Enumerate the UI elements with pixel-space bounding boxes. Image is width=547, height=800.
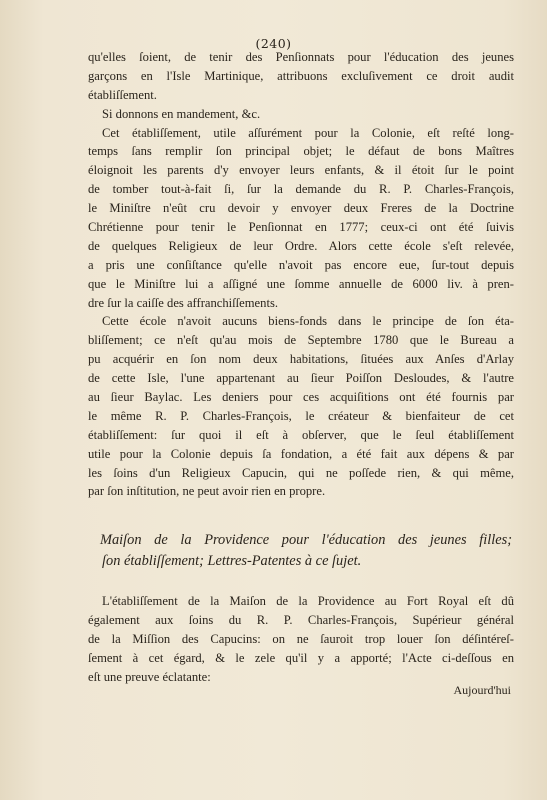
text-line: qu'elles ſoient, de tenir des Penſionnats pour l'éducation des jeunes bbox=[88, 50, 514, 64]
text-line: utile pour la Colonie depuis ſa fondation, a été fait aux dépens & par bbox=[88, 446, 514, 461]
text-line: que le Miniſtre lui a aſſigné une ſomme annuelle de 6000 liv. à pren- bbox=[88, 276, 514, 291]
text-line: les ſoins d'un Religieux Capucin, qui ne poſſede rien, & qui même, bbox=[88, 465, 514, 480]
text-line: établiſſement. bbox=[88, 87, 157, 102]
text-line: Chrétienne pour tenir le Penſionnat en 1777; ceux-ci ont été ſuivis bbox=[88, 220, 514, 235]
text-line: établiſſement: ſur quoi il eſt à obſerver, que le ſeul établiſſement bbox=[88, 427, 514, 442]
text-line: a pris une conſiſtance qu'elle n'avoit pas encore eue, ſur-tout depuis bbox=[88, 257, 514, 272]
text-line: L'établiſſement de la Maiſon de la Providence au Fort Royal eſt dû bbox=[102, 594, 514, 608]
text-line: pu acquérir en ſon nom deux habitations, ſituées aux Anſes d'Arlay bbox=[88, 352, 514, 367]
text-line: le Miniſtre n'eût cru devoir y envoyer deux Freres de la Doctrine bbox=[88, 201, 514, 216]
text-line: le même R. P. Charles-François, le créateur & bienfaiteur de cet bbox=[88, 408, 514, 423]
text-line: au ſieur Baylac. Les deniers pour ces acquiſitions ont été fournis par bbox=[88, 390, 514, 405]
text-line: de cette Isle, l'une appartenant au ſieur Poiſſon Desloudes, & l'autre bbox=[88, 371, 514, 386]
catchword: Aujourd'hui bbox=[453, 683, 511, 697]
page-number: (240) bbox=[255, 36, 292, 51]
text-line: de quelques Religieux de leur Ordre. Alors cette école s'eſt relevée, bbox=[88, 238, 514, 253]
section-heading bbox=[100, 530, 512, 572]
heading-line: ſon établiſſement; Lettres-Patentes à ce ſujet. bbox=[102, 553, 362, 569]
text-line: éloignoit les parents d'y envoyer leurs enfants, & il étoit ſur le point bbox=[88, 163, 514, 178]
text-line: également aux ſoins du R. P. Charles-François, Supérieur général bbox=[88, 612, 514, 627]
text-line: Si donnons en mandement, &c. bbox=[102, 106, 261, 121]
text-line: temps ſans remplir ſon principal objet; le défaut de bons Maîtres bbox=[88, 144, 514, 159]
text-line: garçons en l'Isle Martinique, attribuons excluſivement ce droit audit bbox=[88, 68, 514, 83]
text-line: bliſſement; ce n'eſt qu'au mois de Septembre 1780 que le Bureau a bbox=[88, 333, 514, 348]
text-line: par ſon inſtitution, ne peut avoir rien en propre. bbox=[88, 484, 326, 499]
body-text-bottom bbox=[88, 592, 514, 686]
text-line: de la Miſſion des Capucins: on ne ſauroit trop louer ſon déſintéreſ- bbox=[88, 631, 514, 646]
text-line: Cette école n'avoit aucuns biens-fonds dans le principe de ſon éta- bbox=[102, 314, 514, 329]
heading-line: Maiſon de la Providence pour l'éducation des jeunes filles; bbox=[100, 532, 512, 548]
text-line: eſt une preuve éclatante: bbox=[88, 669, 211, 684]
text-line: de tomber tout-à-fait ſi, ſur la demande du R. P. Charles-François, bbox=[88, 182, 514, 197]
body-text-top bbox=[88, 48, 514, 501]
text-line: ſement à cet égard, & le zele qu'il y a apporté; l'Acte ci-deſſous en bbox=[88, 650, 514, 665]
text-line: dre ſur la caiſſe des affranchiſſements. bbox=[88, 295, 278, 310]
text-line: Cet établiſſement, utile aſſurément pour la Colonie, eſt reſté long- bbox=[102, 125, 514, 140]
